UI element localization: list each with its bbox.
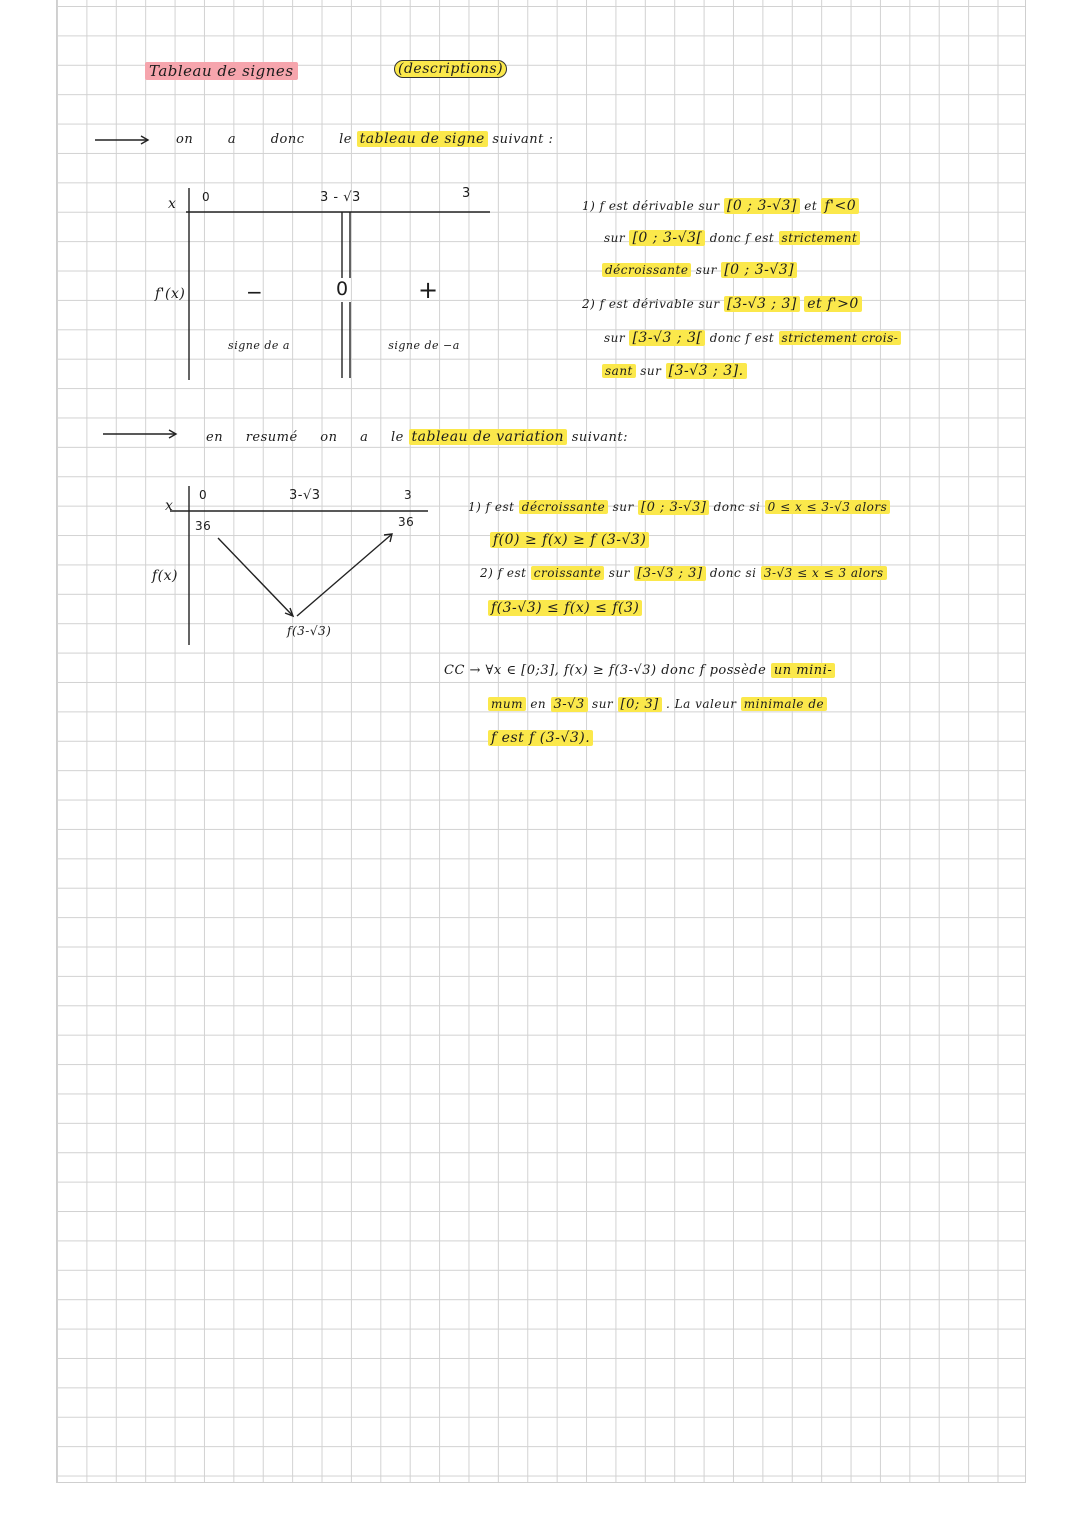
note-text: sur bbox=[612, 500, 634, 514]
sign-table-x-value: 3 bbox=[462, 186, 471, 201]
note-text: 2) f est bbox=[480, 566, 527, 580]
sign-table-x-value: 3 - √3 bbox=[320, 190, 361, 205]
note-highlight: [0 ; 3-√3] bbox=[638, 500, 709, 515]
section1-intro-highlight: tableau de signe bbox=[357, 131, 488, 147]
note-text: 1) f est dérivable sur bbox=[582, 199, 720, 213]
note-line bbox=[604, 230, 860, 246]
section2-intro-suffix: suivant: bbox=[571, 430, 628, 445]
note-highlight: décroissante bbox=[602, 263, 691, 277]
section1-intro-suffix: suivant : bbox=[492, 132, 554, 147]
note-highlight: [3-√3 ; 3] bbox=[634, 566, 705, 581]
note-highlight: f(0) ≥ f(x) ≥ f (3-√3) bbox=[490, 532, 649, 548]
page-subtitle-text: (descriptions) bbox=[398, 61, 504, 77]
note-highlight: 0 ≤ x ≤ 3-√3 alors bbox=[765, 500, 891, 514]
sign-zero: 0 bbox=[336, 278, 349, 300]
note-highlight: sant bbox=[602, 364, 636, 378]
variation-table-x-label: x bbox=[165, 498, 174, 514]
note-text: donc si bbox=[709, 566, 757, 580]
note-text: 1) f est bbox=[468, 500, 515, 514]
note-text: sur bbox=[695, 263, 717, 277]
sign-minus: − bbox=[246, 280, 264, 304]
variation-table-lines bbox=[170, 486, 428, 645]
section1-intro bbox=[176, 131, 553, 147]
variation-x-value: 3-√3 bbox=[289, 488, 321, 503]
sign-plus: + bbox=[418, 276, 439, 304]
note-text: sur bbox=[640, 364, 662, 378]
conclusion-line bbox=[444, 663, 835, 678]
sign-table-x-label: x bbox=[168, 196, 177, 212]
conclusion-highlight: [0; 3] bbox=[618, 697, 662, 712]
note-highlight: [0 ; 3-√3] bbox=[721, 262, 797, 278]
conclusion-text: sur bbox=[592, 697, 614, 711]
note-highlight: strictement bbox=[779, 231, 861, 245]
note-highlight: [3-√3 ; 3] bbox=[724, 296, 800, 312]
note-text: 2) f est dérivable sur bbox=[582, 297, 720, 311]
conclusion-text: CC → ∀x ∈ [0;3], f(x) ≥ f(3-√3) donc f possède bbox=[444, 663, 767, 678]
note-text: sur bbox=[608, 566, 630, 580]
conclusion-text: . La valeur bbox=[666, 697, 737, 711]
section2-intro-highlight: tableau de variation bbox=[409, 429, 568, 445]
variation-top-right-value: 36 bbox=[398, 515, 415, 529]
note-text: et bbox=[804, 199, 818, 213]
note-line bbox=[480, 566, 887, 581]
variation-table-f-label: f(x) bbox=[152, 568, 179, 584]
sign-table-x-value: 0 bbox=[202, 190, 211, 204]
note-line bbox=[468, 500, 890, 515]
note-highlight: décroissante bbox=[519, 500, 608, 514]
conclusion-highlight: 3-√3 bbox=[551, 697, 588, 712]
increasing-arrow-icon bbox=[297, 534, 392, 616]
arrow-icon bbox=[95, 136, 148, 144]
note-highlight: 3-√3 ≤ x ≤ 3 alors bbox=[761, 566, 887, 580]
section2-intro-prefix: en resumé on a le bbox=[206, 430, 404, 445]
conclusion-highlight: un mini- bbox=[771, 663, 835, 678]
page-title-text: Tableau de signes bbox=[149, 62, 294, 80]
note-line bbox=[604, 330, 901, 346]
decreasing-arrow-icon bbox=[218, 538, 293, 616]
note-highlight: et f'>0 bbox=[804, 296, 862, 312]
note-highlight: [3-√3 ; 3]. bbox=[666, 363, 747, 379]
section2-intro bbox=[206, 429, 628, 445]
note-line bbox=[582, 198, 859, 214]
arrow-icon bbox=[103, 430, 176, 438]
conclusion-highlight: f est f (3-√3). bbox=[488, 730, 593, 746]
note-line bbox=[602, 262, 797, 278]
note-text: donc si bbox=[713, 500, 761, 514]
note-line bbox=[488, 600, 642, 616]
section1-intro-prefix: on a donc le bbox=[176, 132, 352, 147]
note-line bbox=[490, 532, 649, 548]
variation-x-value: 0 bbox=[199, 488, 208, 502]
sign-note-left: signe de a bbox=[228, 339, 290, 352]
note-line bbox=[602, 363, 747, 379]
note-highlight: strictement crois- bbox=[779, 331, 902, 345]
sign-table-f-label: f'(x) bbox=[155, 286, 186, 302]
note-highlight: f(3-√3) ≤ f(x) ≤ f(3) bbox=[488, 600, 642, 616]
conclusion-highlight: mum bbox=[488, 697, 526, 711]
variation-x-value: 3 bbox=[404, 488, 413, 502]
conclusion-text: en bbox=[530, 697, 547, 711]
note-highlight: croissante bbox=[531, 566, 605, 580]
note-text: donc f est bbox=[709, 331, 775, 345]
variation-bottom-value: f(3-√3) bbox=[287, 624, 332, 638]
note-text: donc f est bbox=[709, 231, 775, 245]
conclusion-line bbox=[488, 697, 827, 712]
note-highlight: [0 ; 3-√3[ bbox=[629, 230, 705, 246]
note-text: sur bbox=[604, 231, 626, 245]
note-highlight: [0 ; 3-√3] bbox=[724, 198, 800, 214]
sign-note-right: signe de −a bbox=[388, 339, 460, 352]
note-highlight: f'<0 bbox=[821, 198, 859, 214]
note-line bbox=[582, 296, 862, 312]
note-text: sur bbox=[604, 331, 626, 345]
variation-top-left-value: 36 bbox=[195, 519, 212, 533]
note-highlight: [3-√3 ; 3[ bbox=[629, 330, 705, 346]
conclusion-line bbox=[488, 730, 593, 746]
conclusion-highlight: minimale de bbox=[741, 697, 827, 711]
